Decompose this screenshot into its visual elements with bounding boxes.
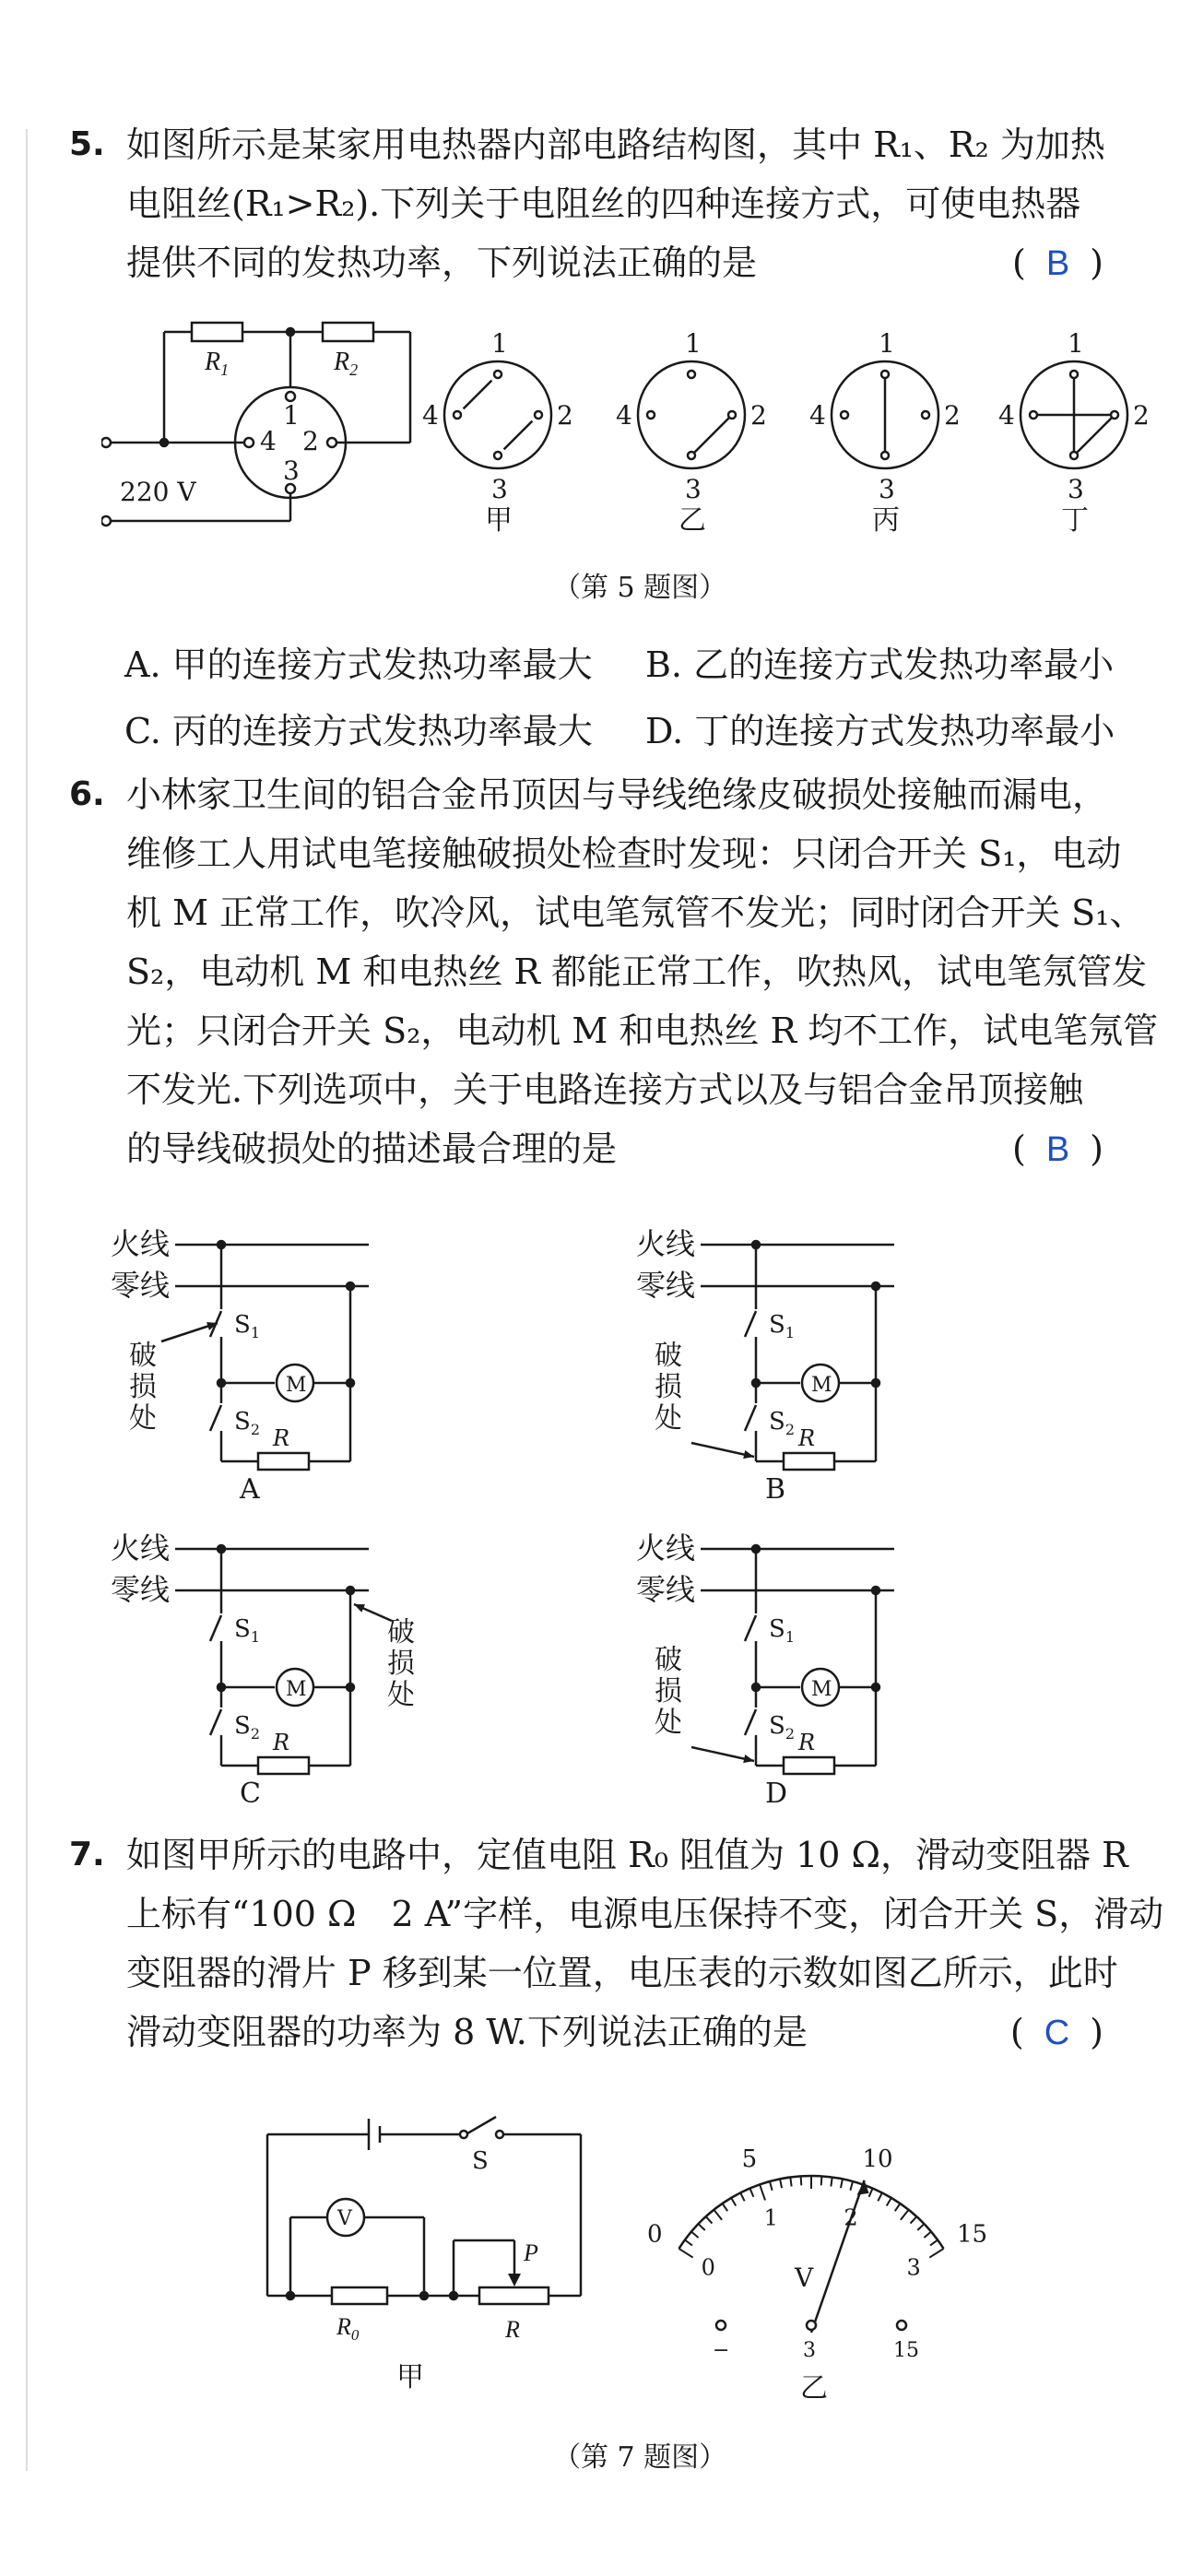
question-number: 6. (69, 775, 105, 813)
dial-label: 丙 (872, 504, 900, 537)
damage-label (655, 1644, 682, 1739)
question-text-line: 光；只闭合开关 S₂，电动机 M 和电热丝 R 均不工作，试电笔氖管 (126, 1010, 1159, 1051)
pin-label: 2 (302, 426, 319, 456)
pin-label: 2 (557, 400, 573, 431)
resistor-label: R (798, 1425, 816, 1451)
figure-label-yi: 乙 (800, 2372, 828, 2405)
question-number: 7. (69, 1836, 105, 1873)
meter-scale-outer: 5 (741, 2145, 758, 2174)
pin-label: 2 (1133, 400, 1150, 431)
meter-unit: V (795, 2263, 814, 2293)
damage-label (655, 1340, 682, 1435)
question-text-line: 不发光.下列选项中，关于电路连接方式以及与铝合金吊顶接触 (126, 1069, 1084, 1110)
pin-label: 4 (809, 400, 826, 431)
pin-label: 1 (1068, 328, 1084, 359)
figure-7-caption: （第 7 题图） (553, 2441, 727, 2474)
dial-label: 丁 (1061, 504, 1089, 537)
motor-label: M (286, 1374, 307, 1397)
dial-3 (809, 328, 961, 537)
question-number: 5. (69, 125, 105, 163)
answer-value: B (1045, 1130, 1070, 1169)
question-text-line: 电阻丝(R₁>R₂).下列关于电阻丝的四种连接方式，可使电热器 (126, 183, 1081, 224)
answer-bracket: ( C ) (1009, 2012, 1103, 2052)
damage-char: 处 (387, 1679, 415, 1711)
dial-label: 甲 (485, 504, 513, 537)
pin-label: 1 (879, 328, 895, 359)
answer-value: C (1044, 2014, 1070, 2052)
r1-label: $R_1$ (205, 348, 230, 379)
slider-label: P (524, 2239, 538, 2266)
circuit-b (636, 1226, 894, 1506)
terminal-label: 15 (893, 2339, 919, 2362)
circuit-label: A (240, 1473, 260, 1506)
question-text-line: 的导线破损处的描述最合理的是 (126, 1128, 618, 1169)
pin-label: 4 (998, 400, 1015, 431)
pin-label: 3 (1068, 474, 1084, 504)
neutral-wire-label: 零线 (636, 1572, 696, 1607)
live-wire-label: 火线 (636, 1530, 696, 1566)
motor-label: M (286, 1678, 307, 1701)
neutral-wire-label: 零线 (636, 1268, 696, 1303)
switch-label: S (472, 2147, 489, 2175)
r-label: R (505, 2316, 520, 2343)
pin-label: 4 (260, 426, 277, 456)
option-a: A. 甲的连接方式发热功率最大 (124, 644, 593, 685)
option-d: D. 丁的连接方式发热功率最小 (645, 711, 1115, 751)
figure-5 (101, 300, 1171, 604)
s2-label: $S_2$ (234, 1408, 260, 1438)
s2-label: $S_2$ (234, 1712, 260, 1743)
pin-label: 3 (685, 474, 702, 504)
meter-scale-outer: 10 (862, 2145, 893, 2174)
pin-label: 3 (491, 474, 508, 504)
question-text-line: 变阻器的滑片 P 移到某一位置，电压表的示数如图乙所示，此时 (126, 1953, 1118, 1993)
option-c: C. 丙的连接方式发热功率最大 (124, 711, 593, 751)
question-text-line: S₂，电动机 M 和电热丝 R 都能正常工作，吹热风，试电笔氖管发 (126, 951, 1148, 992)
s1-label: $S_1$ (234, 1615, 260, 1646)
pin-label: 1 (491, 328, 508, 359)
damage-char: 破 (655, 1644, 682, 1676)
circuit-label: D (765, 1778, 788, 1807)
pin-label: 1 (283, 400, 300, 431)
answer-bracket: ( B ) (1011, 242, 1103, 283)
figure-6 (111, 1208, 940, 1807)
pin-label: 2 (944, 400, 961, 431)
live-wire-label: 火线 (111, 1530, 171, 1566)
terminal-label: − (713, 2339, 730, 2362)
damage-char: 破 (129, 1340, 157, 1372)
meter-scale-inner: 1 (763, 2204, 778, 2231)
resistor-label: R (273, 1425, 290, 1451)
pin-label: 3 (283, 455, 300, 486)
damage-char: 处 (655, 1707, 682, 1739)
meter-scale-inner: 0 (701, 2254, 715, 2281)
question-text-line: 提供不同的发热功率，下列说法正确的是 (126, 242, 758, 283)
r0-label: $R_0$ (336, 2313, 360, 2344)
voltage-label: 220 V (120, 477, 196, 507)
damage-char: 处 (129, 1402, 157, 1435)
question-text-line: 如图所示是某家用电热器内部电路结构图，其中 R₁、R₂ 为加热 (126, 124, 1105, 165)
terminal-label: 3 (803, 2339, 816, 2362)
damage-char: 损 (655, 1675, 682, 1707)
circuit-a (111, 1226, 369, 1506)
question-7 (69, 1826, 1164, 2065)
damage-label (129, 1340, 157, 1435)
live-wire-label: 火线 (636, 1226, 696, 1261)
live-wire-label: 火线 (111, 1226, 171, 1261)
question-text-line: 小林家卫生间的铝合金吊顶因与导线绝缘皮破损处接触而漏电， (126, 774, 1108, 815)
circuit-label: B (765, 1473, 786, 1506)
circuit-c (111, 1530, 415, 1807)
meter-scale-outer: 0 (646, 2220, 663, 2249)
dial-label: 乙 (678, 504, 706, 537)
question-text-line: 机 M 正常工作，吹冷风，试电笔氖管不发光；同时闭合开关 S₁、 (126, 892, 1145, 933)
meter-scale-outer: 15 (957, 2220, 988, 2249)
r2-label: $R_2$ (334, 348, 359, 379)
resistor-label: R (798, 1730, 816, 1755)
option-b: B. 乙的连接方式发热功率最小 (645, 644, 1115, 685)
pin-label: 4 (616, 400, 632, 431)
figure-5-caption: （第 5 题图） (553, 572, 727, 604)
pin-label: 2 (750, 400, 767, 431)
damage-char: 损 (655, 1371, 682, 1403)
voltmeter-dial (647, 2145, 987, 2362)
s1-label: $S_1$ (769, 1615, 795, 1646)
voltmeter-label: V (337, 2207, 352, 2230)
meter-scale-inner: 2 (844, 2204, 858, 2231)
dial-1 (422, 328, 573, 537)
resistor-label: R (273, 1730, 290, 1755)
question-5 (69, 115, 1139, 300)
figure-label-jia: 甲 (396, 2361, 424, 2393)
answer-value: B (1045, 244, 1070, 283)
s1-label: $S_1$ (769, 1311, 795, 1341)
s2-label: $S_2$ (769, 1712, 795, 1743)
question-6 (69, 765, 1159, 1189)
s1-label: $S_1$ (234, 1311, 260, 1341)
damage-char: 破 (655, 1340, 682, 1372)
damage-char: 破 (387, 1616, 415, 1648)
circuit-label: C (240, 1778, 261, 1807)
neutral-wire-label: 零线 (111, 1268, 171, 1303)
dial-4 (998, 328, 1150, 537)
neutral-wire-label: 零线 (111, 1572, 171, 1607)
margin-rule (26, 129, 28, 2471)
question-text-line: 如图甲所示的电路中，定值电阻 R₀ 阻值为 10 Ω，滑动变阻器 R (126, 1835, 1128, 1875)
damage-label (387, 1616, 415, 1711)
figure-7 (249, 2093, 1005, 2425)
dial-2 (616, 328, 767, 537)
pin-label: 3 (879, 474, 895, 504)
circuit-d (636, 1530, 894, 1807)
meter-scale-inner: 3 (906, 2254, 921, 2281)
motor-label: M (811, 1678, 832, 1701)
question-text-line: 维修工人用试电笔接触破损处检查时发现：只闭合开关 S₁，电动 (126, 833, 1122, 874)
pin-label: 4 (422, 400, 439, 431)
damage-char: 处 (655, 1402, 682, 1435)
answer-bracket: ( B ) (1011, 1128, 1103, 1169)
s2-label: $S_2$ (769, 1408, 795, 1438)
question-text-line: 滑动变阻器的功率为 8 W.下列说法正确的是 (126, 2012, 808, 2052)
damage-char: 损 (129, 1371, 157, 1403)
pin-label: 1 (685, 328, 702, 359)
question-text-line: 上标有“100 Ω 2 A”字样，电源电压保持不变，闭合开关 S，滑动 (126, 1894, 1164, 1934)
motor-label: M (811, 1374, 832, 1397)
damage-char: 损 (387, 1648, 415, 1680)
circuit-jia (267, 2117, 581, 2304)
